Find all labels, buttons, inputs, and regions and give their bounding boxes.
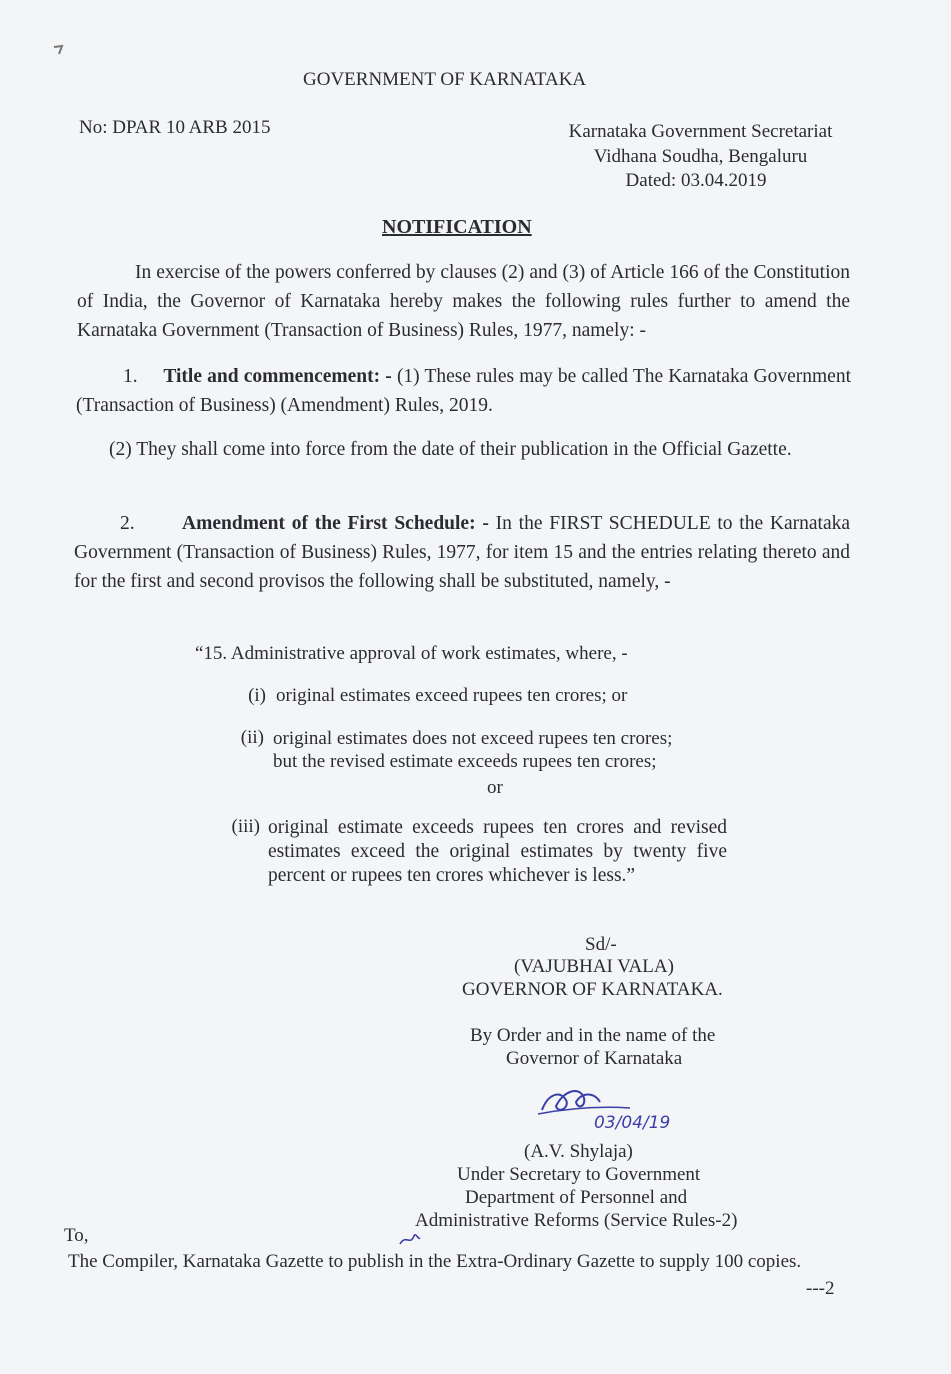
to-line: To, — [64, 1225, 89, 1246]
officer-department-2: Administrative Reforms (Service Rules-2) — [415, 1210, 738, 1231]
item-i-number: (i) — [248, 685, 266, 706]
scan-mark-icon — [52, 44, 66, 58]
officer-designation: Under Secretary to Government — [457, 1164, 701, 1185]
item-ii-number: (ii) — [240, 727, 264, 748]
government-heading: GOVERNMENT OF KARNATAKA — [303, 69, 587, 90]
item-iii-paragraph — [268, 816, 727, 888]
item-ii-text-1: original estimates does not exceed rupees ten crores; — [273, 728, 673, 749]
date-line: Dated: 03.04.2019 — [625, 170, 767, 191]
officer-name: (A.V. Shylaja) — [524, 1141, 633, 1162]
by-order-line-2: Governor of Karnataka — [506, 1048, 683, 1069]
rule-1-text: (1) These rules may be called The Karnataka Government (Transaction of Business) (Amendment) Rules, 2019. — [76, 366, 852, 416]
rule-1-heading: Title and commencement: - — [163, 366, 392, 387]
address-line-2: Vidhana Soudha, Bengaluru — [593, 146, 808, 167]
item-i-text: original estimates exceed rupees ten crores; or — [276, 685, 628, 706]
signature-date: 03/04/19 — [594, 1113, 671, 1133]
address-line-1: Karnataka Government Secretariat — [568, 121, 833, 142]
item-iii-text: original estimate exceeds rupees ten crores and revised estimates exceed the original estimates by twenty five percent or rupees ten crores whichever is less.” — [268, 817, 727, 886]
item-15-lead: “15. Administrative approval of work estimates, where, - — [195, 643, 628, 664]
rule-1-number: 1. — [123, 366, 138, 387]
notification-title: NOTIFICATION — [382, 216, 532, 238]
page-marker: ---2 — [806, 1278, 835, 1299]
rule-2-number: 2. — [120, 513, 135, 534]
item-ii-text-2: but the revised estimate exceeds rupees ten crores; — [273, 751, 657, 772]
officer-department-1: Department of Personnel and — [465, 1187, 688, 1208]
rule-2-heading: Amendment of the First Schedule: - — [182, 513, 489, 534]
by-order-line-1: By Order and in the name of the — [470, 1025, 716, 1046]
item-or: or — [487, 777, 503, 798]
governor-title: GOVERNOR OF KARNATAKA. — [462, 979, 723, 1000]
intro-text: In exercise of the powers conferred by clauses (2) and (3) of Article 166 of the Constitution of India, the Governor of Karnataka hereby makes the following rules further to amend the Karnataka Government (Transaction of Business) Rules, 1977, namely: - — [77, 262, 850, 341]
governor-name: (VAJUBHAI VALA) — [514, 956, 674, 977]
rule-1-paragraph — [76, 362, 851, 420]
rule-2-text: In the FIRST SCHEDULE to the Karnataka Government (Transaction of Business) Rules, 1977, for item 15 and the entries relating thereto and for the first and second provisos the following shall be substituted, namely, - — [74, 513, 851, 592]
intro-paragraph — [77, 258, 850, 345]
sd-mark: Sd/- — [585, 934, 617, 955]
rule-2-paragraph — [74, 509, 850, 596]
file-number: No: DPAR 10 ARB 2015 — [79, 117, 271, 138]
signature-icon — [530, 1078, 690, 1140]
recipient-line: The Compiler, Karnataka Gazette to publish in the Extra-Ordinary Gazette to supply 100 copies. — [68, 1251, 802, 1272]
item-iii-number: (iii) — [231, 816, 260, 837]
rule-1-sub-2-text: (2) They shall come into force from the date of their publication in the Official Gazette. — [109, 439, 792, 460]
initial-mark-icon — [396, 1228, 424, 1250]
rule-1-sub-2-paragraph — [75, 435, 850, 464]
